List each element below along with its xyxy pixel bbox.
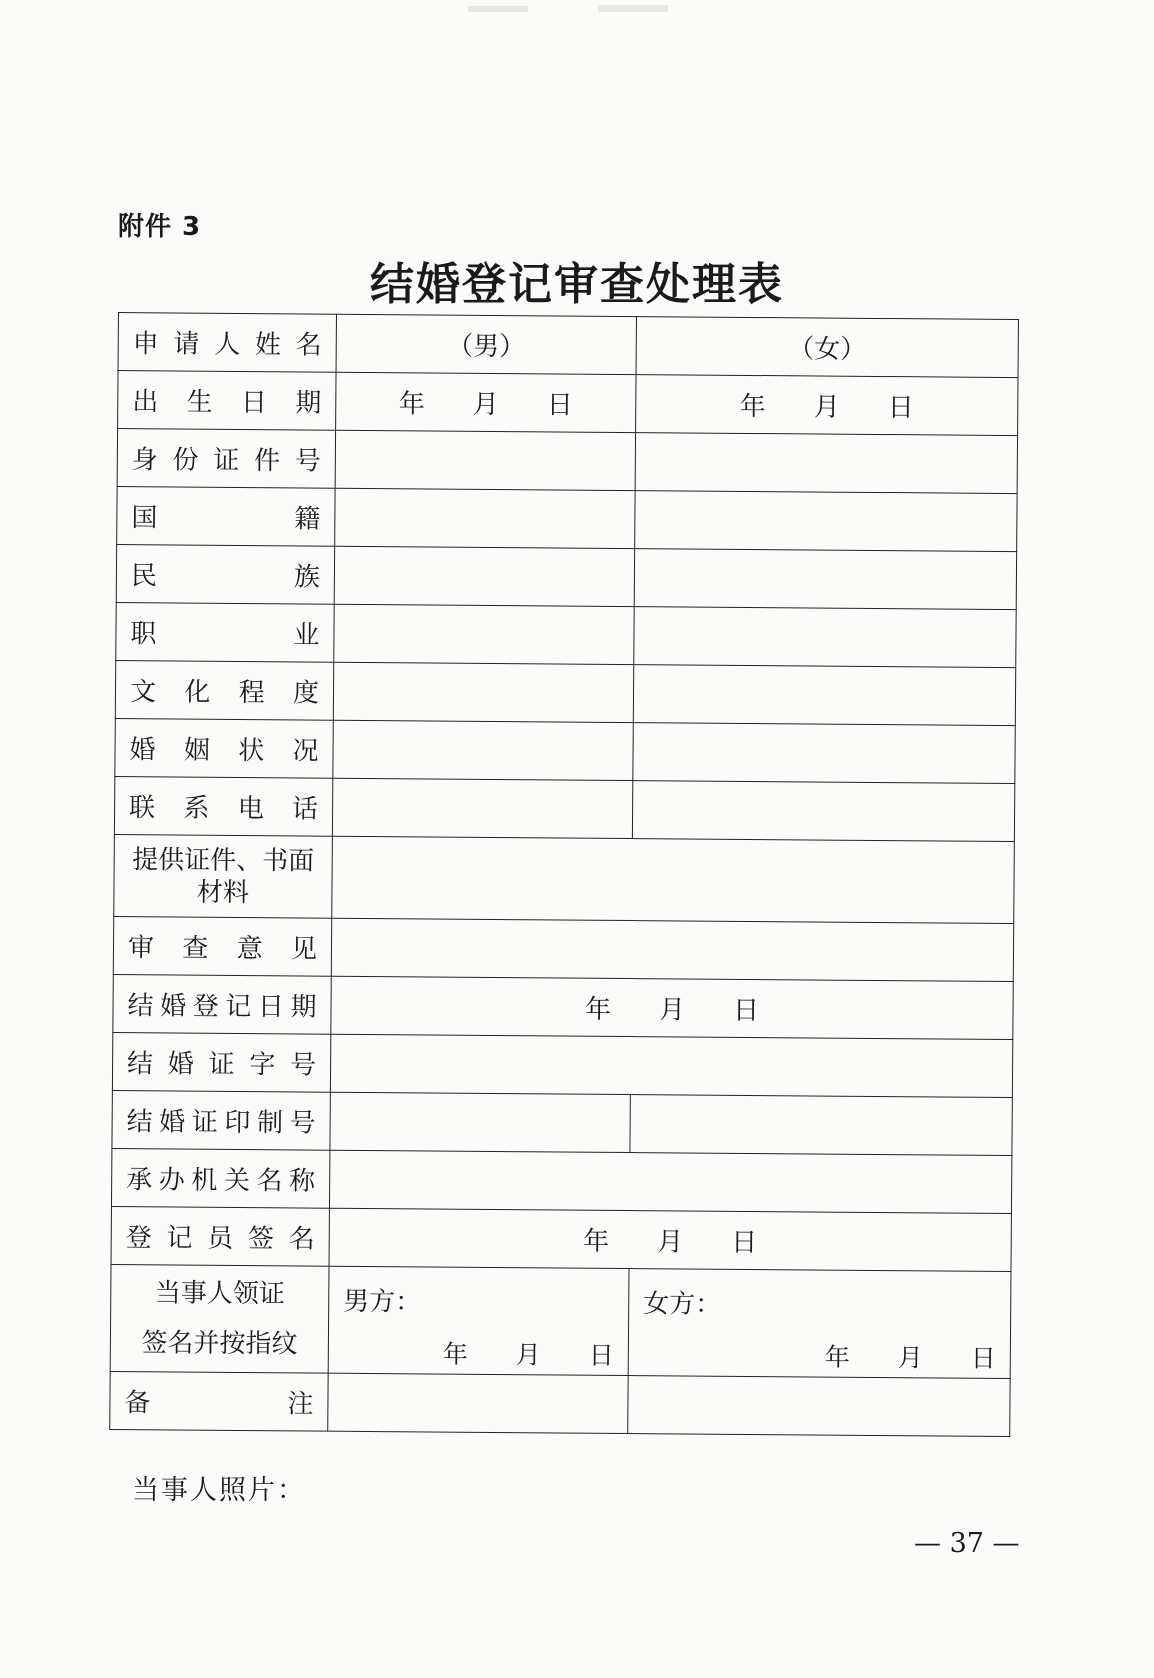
label-marital-status: 婚姻状况 (115, 718, 333, 778)
form-title: 结婚登记审查处理表 (370, 259, 784, 310)
label-party-signature-line1: 当事人领证 (154, 1278, 285, 1310)
row-registrar (111, 1206, 1011, 1271)
month-mark: 月 (658, 995, 686, 1026)
row-party-signature (110, 1264, 1011, 1378)
row-phone (114, 776, 1014, 841)
party-photo-label: 当事人照片： (132, 1475, 306, 1506)
female-occupation-field[interactable] (634, 607, 1016, 668)
day-mark: 日 (732, 995, 760, 1027)
label-certificate-print-number: 结婚证印制号 (112, 1090, 330, 1150)
remarks-field-1[interactable] (328, 1373, 628, 1433)
day-mark: 日 (546, 390, 573, 421)
male-party-label: 男方： (343, 1286, 422, 1317)
label-remarks: 备注 (110, 1371, 328, 1431)
row-review (113, 916, 1013, 981)
year-mark: 年 (824, 1342, 850, 1372)
row-id (117, 429, 1017, 494)
male-nationality-field[interactable] (335, 488, 635, 548)
page-number: — 37 — (914, 1528, 1020, 1559)
male-marital-field[interactable] (333, 720, 633, 780)
female-signature-date (643, 1336, 996, 1375)
label-registration-date: 结婚登记日期 (113, 974, 331, 1034)
year-mark: 年 (739, 391, 766, 423)
label-certificate-number: 结婚证字号 (112, 1032, 330, 1092)
male-id-field[interactable] (335, 430, 635, 490)
row-certificate-print (112, 1090, 1012, 1155)
label-registrar-signature: 登记员签名 (111, 1206, 329, 1266)
label-party-signature (110, 1264, 329, 1373)
remarks-field-2[interactable] (628, 1376, 1010, 1437)
day-mark: 日 (731, 1227, 758, 1259)
male-signature-date (343, 1333, 614, 1371)
female-header: （女） (636, 317, 1018, 378)
certificate-print-field-1[interactable] (330, 1092, 630, 1152)
certificate-print-field-2[interactable] (630, 1095, 1012, 1156)
row-registration-date (113, 974, 1013, 1039)
day-mark: 日 (970, 1343, 996, 1373)
month-mark: 月 (515, 1339, 541, 1369)
female-marital-field[interactable] (633, 723, 1015, 784)
certificate-number-field[interactable] (330, 1034, 1012, 1097)
label-education: 文化程度 (115, 660, 333, 720)
row-office (111, 1148, 1011, 1213)
male-phone-field[interactable] (332, 778, 632, 838)
male-education-field[interactable] (333, 662, 633, 722)
documents-field[interactable] (332, 836, 1015, 923)
month-mark: 月 (813, 392, 840, 423)
row-certificate-number (112, 1032, 1012, 1097)
female-id-field[interactable] (635, 433, 1017, 494)
attachment-label: 附件 3 (118, 212, 202, 242)
label-applicant-name: 申请人姓名 (118, 313, 336, 373)
registrar-signature-field[interactable] (329, 1208, 1011, 1271)
female-party-label: 女方： (643, 1288, 722, 1320)
marriage-registration-review-table (109, 312, 1019, 1437)
month-mark: 月 (472, 389, 499, 420)
label-nationality: 国籍 (117, 486, 335, 546)
row-name (118, 313, 1018, 378)
label-office-name: 承办机关名称 (111, 1148, 329, 1208)
label-birth-date: 出生日期 (118, 371, 336, 431)
female-nationality-field[interactable] (635, 491, 1017, 552)
scan-artifact (468, 2, 698, 18)
label-documents-line1: 提供证件、书面 (132, 844, 315, 877)
female-phone-field[interactable] (632, 781, 1014, 842)
label-documents-line2: 材料 (196, 877, 250, 908)
day-mark: 日 (887, 393, 914, 424)
office-name-field[interactable] (329, 1150, 1011, 1213)
row-birth (118, 371, 1018, 436)
row-education (115, 660, 1015, 725)
row-remarks (110, 1371, 1010, 1436)
row-ethnicity (116, 544, 1016, 609)
registration-date-field[interactable] (331, 976, 1013, 1039)
male-occupation-field[interactable] (334, 604, 634, 664)
year-mark: 年 (442, 1339, 468, 1369)
year-mark: 年 (398, 389, 425, 420)
review-field[interactable] (331, 918, 1013, 981)
female-education-field[interactable] (633, 665, 1015, 726)
label-occupation: 职业 (116, 602, 334, 662)
label-review-opinion: 审查意见 (113, 916, 331, 976)
row-documents (114, 834, 1015, 923)
label-id-number: 身份证件号 (117, 429, 335, 489)
male-birth-date[interactable] (336, 372, 636, 432)
month-mark: 月 (657, 1227, 684, 1258)
label-documents (114, 834, 333, 918)
year-mark: 年 (584, 994, 612, 1025)
female-signature-field[interactable] (628, 1269, 1011, 1379)
day-mark: 日 (588, 1340, 614, 1370)
label-party-signature-line2: 签名并按指纹 (141, 1328, 298, 1360)
row-marital-status (115, 718, 1015, 783)
label-phone: 联系电话 (114, 776, 332, 836)
row-nationality (117, 486, 1017, 551)
year-mark: 年 (583, 1226, 610, 1257)
male-header: （男） (336, 314, 636, 374)
row-occupation (116, 602, 1016, 667)
female-birth-date[interactable] (636, 375, 1018, 436)
male-ethnicity-field[interactable] (334, 546, 634, 606)
label-ethnicity: 民族 (116, 544, 334, 604)
male-signature-field[interactable] (328, 1266, 629, 1375)
month-mark: 月 (897, 1342, 923, 1372)
female-ethnicity-field[interactable] (634, 549, 1016, 610)
